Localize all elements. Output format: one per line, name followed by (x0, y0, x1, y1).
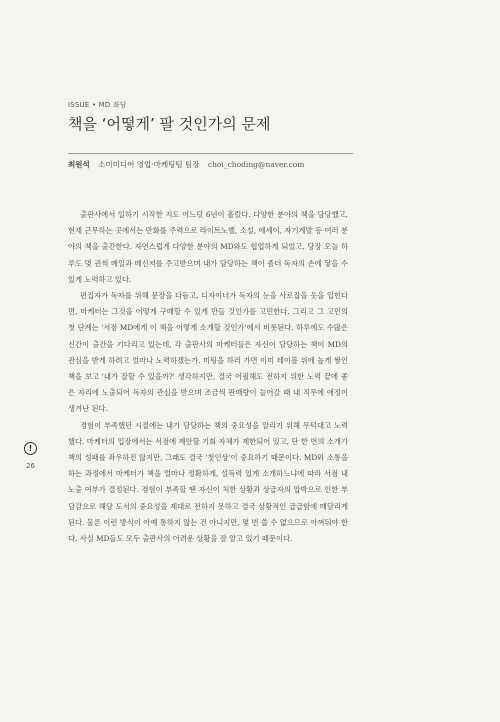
paragraph: 경험이 부족했던 시절에는 내가 담당하는 책의 중요성을 알리기 위해 무턱대고 노력했다. 마케터의 입장에서는 서점에 제안할 기회 자체가 제한되어 있고, 단 한 번의 소개가 책의 성패를 좌우하진 않지만, 그래도 결국 '첫인상'이 중요하기 때문이다. MD와 소통을 하는 과정에서 마케터가 책을 얼마나 정확하게, 설득력 있게 소개하느냐에 따라 서점 내 노출 여부가 결정된다. 경험이 부족할 땐 자신이 처한 상황과 상급자의 압박으로 인한 부담감으로 해당 도서의 중요성을 제대로 전하지 못하고 결국 상황적인 급급함에 매달리게 된다. 물론 이런 방식이 아예 통하지 않는 건 아니지만, 몇 번 쓸 수 없으므로 아껴둬야 한다. 사실 MD들도 모두 출판사의 어려운 상황을 잘 알고 있기 때문이다. (68, 420, 348, 544)
article-body (68, 207, 348, 547)
byline (68, 159, 304, 170)
title-divider (68, 153, 353, 154)
paragraph: 출판사에서 일하기 시작한 지도 어느덧 6년이 흘렀다. 다양한 분야의 책을 담당했고, 현재 근무하는 곳에서는 만화를 주력으로 라이트노벨, 소설, 에세이, 자기계발 등 여러 분야의 책을 출간한다. 자연스럽게 다양한 분야의 MD와도 협업하게 되었고, 당장 오늘 하루도 몇 권씩 메일과 메신저를 주고받으며 내가 담당하는 책이 좀더 독자의 손에 닿을 수 있게 노력하고 있다. (68, 210, 348, 284)
exclamation-icon: ! (24, 442, 37, 455)
article-title: 책을 ‘어떻게’ 팔 것인가의 문제 (68, 115, 271, 133)
section-label: ISSUE • MD 좌담 (68, 101, 127, 109)
author-name: 최원석 (68, 160, 90, 169)
page-number: 26 (26, 462, 35, 470)
paragraph: 편집자가 독자를 위해 문장을 다듬고, 디자이너가 독자의 눈을 사로잡을 옷을 입힌다면, 마케터는 그것을 어떻게 구매할 수 있게 만들 것인가를 고민한다. 그리고 그 고민의 첫 단계는 '서점 MD에게 이 책을 어떻게 소개할 것인가'에서 비롯된다. 하루에도 수많은 신간이 출간을 기다리고 있는데, 각 출판사의 마케터들은 자신이 담당하는 책이 MD의 관심을 받게 하려고 얼마나 노력하겠는가. 미팅을 하러 가면 이미 테이블 위에 높게 쌓인 책을 보고 '내가 잘할 수 있을까?' 생각하지만, 결국 어필해도 전하지 위한 노력 끝에 좋은 자리에 노출되어 독자의 관심을 받으며 조금씩 판매량이 늘어갈 때 내 직무에 애정이 생겨난 된다. (68, 291, 348, 414)
author-role: 소미미디어 영업·마케팅팀 팀장 (98, 160, 200, 169)
author-email: choi_choding@naver.com (207, 160, 305, 169)
